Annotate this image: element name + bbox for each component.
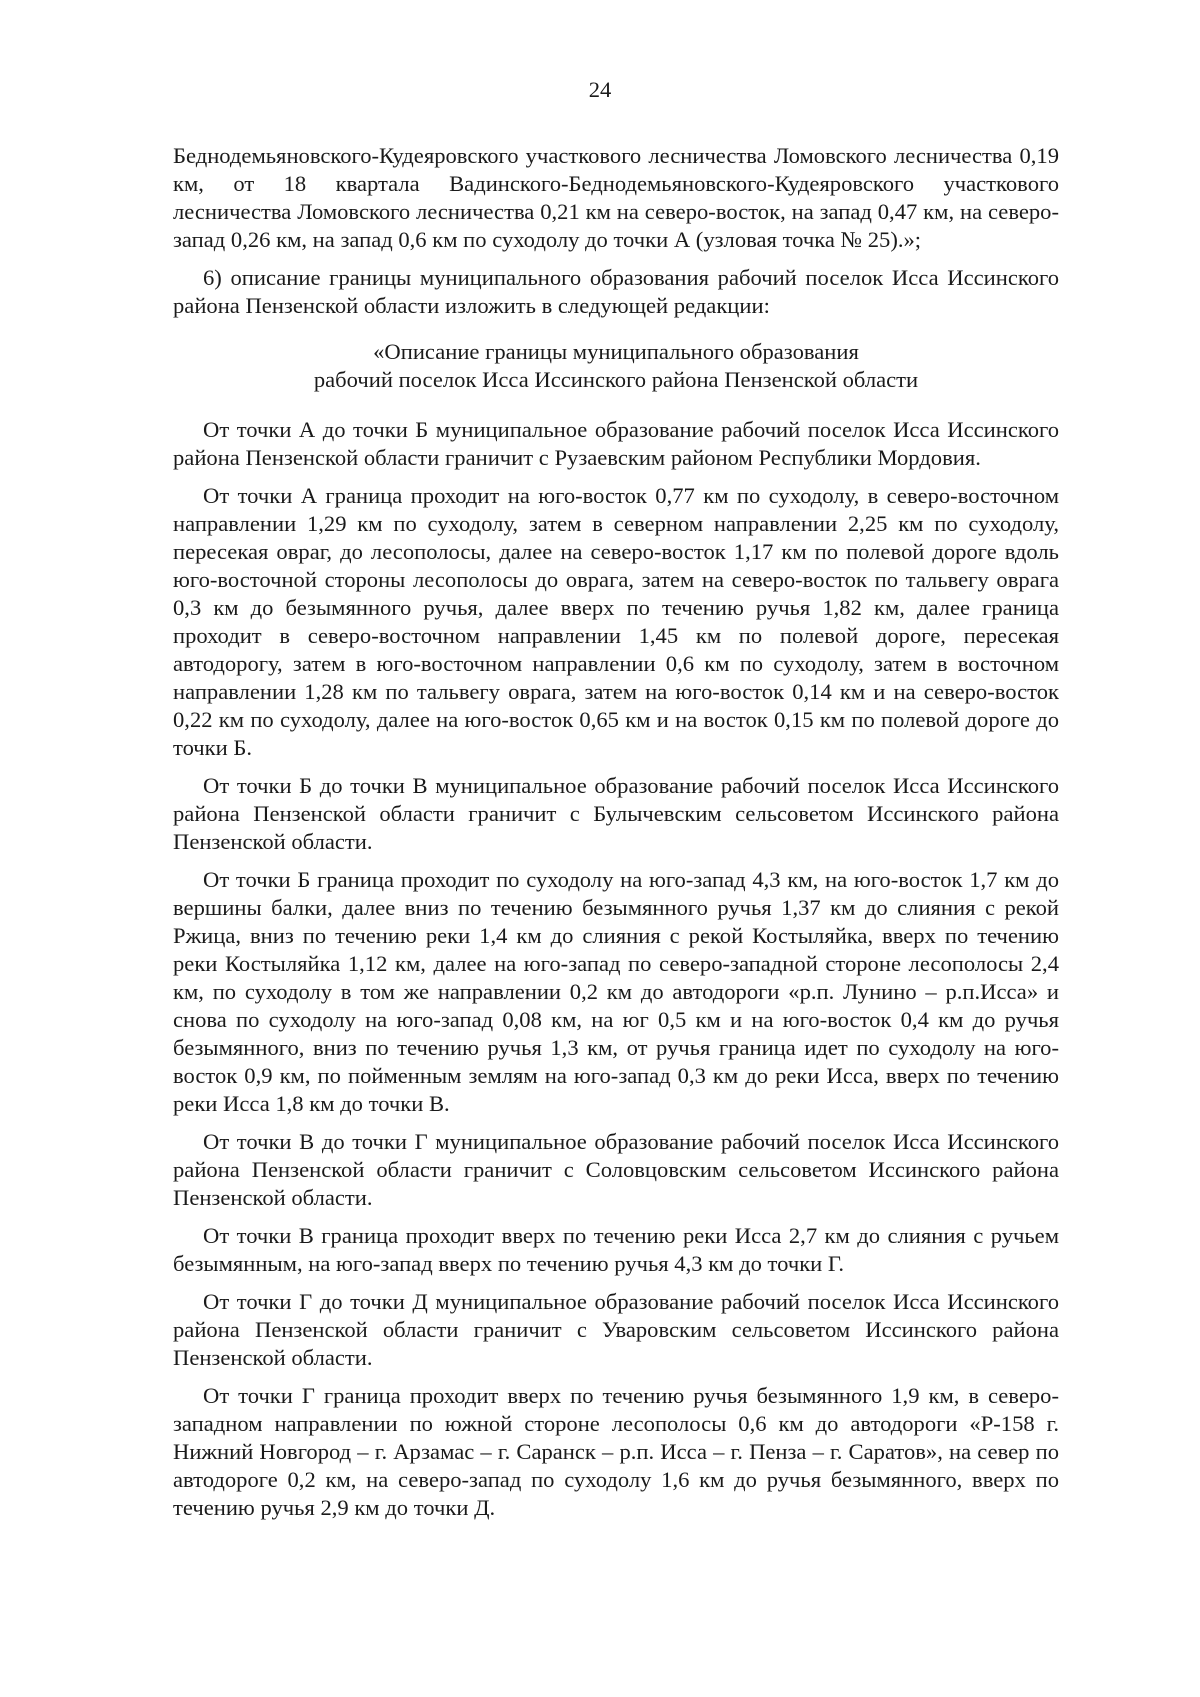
document-body <box>173 142 1059 1522</box>
paragraph: От точки А граница проходит на юго-восток 0,77 км по суходолу, в северо-восточном направлении 1,29 км по суходолу, затем в северном направлении 2,25 км по суходолу, пересекая овраг, до лесополосы, далее на северо-восток 1,17 км по полевой дороге вдоль юго-восточной стороны лесополосы до оврага, затем на северо-восток по тальвегу оврага 0,3 км до безымянного ручья, далее вверх по течению ручья 1,82 км, далее граница проходит в северо-восточном направлении 1,45 км по полевой дороге, пересекая автодорогу, затем в юго-восточном направлении 0,6 км по суходолу, затем в восточном направлении 1,28 км по тальвегу оврага, затем на юго-восток 0,14 км и на северо-восток 0,22 км по суходолу, далее на юго-восток 0,65 км и на восток 0,15 км по полевой дороге до точки Б. <box>173 483 1059 760</box>
heading-line-2: рабочий поселок Исса Иссинского района Пензенской области <box>313 367 919 392</box>
page-number: 24 <box>588 77 612 102</box>
paragraph: От точки А до точки Б муниципальное образование рабочий поселок Исса Иссинского района Пензенской области граничит с Рузаевским районом Республики Мордовия. <box>173 417 1059 470</box>
paragraph: От точки В до точки Г муниципальное образование рабочий поселок Исса Иссинского района Пензенской области граничит с Соловцовским сельсоветом Иссинского района Пензенской области. <box>173 1129 1059 1210</box>
paragraph-continuation: Беднодемьяновского-Кудеяровского участкового лесничества Ломовского лесничества 0,19 км, от 18 квартала Вадинского-Беднодемьяновского-Кудеяровского участкового лесничества Ломовского лесничества 0,21 км на северо-восток, на запад 0,47 км, на северо-запад 0,26 км, на запад 0,6 км по суходолу до точки А (узловая точка № 25).»; <box>173 143 1059 252</box>
paragraph: От точки В граница проходит вверх по течению реки Исса 2,7 км до слияния с ручьем безымянным, на юго-запад вверх по течению ручья 4,3 км до точки Г. <box>173 1223 1059 1276</box>
heading-line-1: «Описание границы муниципального образования <box>373 339 859 364</box>
paragraph: От точки Г граница проходит вверх по течению ручья безымянного 1,9 км, в северо-западном направлении по южной стороне лесополосы 0,6 км до автодороги «Р-158 г. Нижний Новгород – г. Арзамас – г. Саранск – р.п. Исса – г. Пенза – г. Саратов», на север по автодороге 0,2 км, на северо-запад по суходолу 1,6 км до ручья безымянного, вверх по течению ручья 2,9 км до точки Д. <box>173 1383 1059 1520</box>
paragraph: От точки Б граница проходит по суходолу на юго-запад 4,3 км, на юго-восток 1,7 км до вершины балки, далее вниз по течению безымянного ручья 1,37 км до слияния с рекой Ржица, вниз по течению реки 1,4 км до слияния с рекой Костыляйка, вверх по течению реки Костыляйка 1,12 км, далее на юго-запад по северо-западной стороне лесополосы 2,4 км, по суходолу в том же направлении 0,2 км до автодороги «р.п. Лунино – р.п.Исса» и снова по суходолу на юго-запад 0,08 км, на юг 0,5 км и на юго-восток 0,4 км до ручья безымянного, вниз по течению ручья 1,3 км, от ручья граница идет по суходолу на юго-восток 0,9 км, по пойменным землям на юго-запад 0,3 км до реки Исса, вверх по течению реки Исса 1,8 км до точки В. <box>173 867 1059 1116</box>
paragraph-item-6: 6) описание границы муниципального образования рабочий поселок Исса Иссинского района Пензенской области изложить в следующей редакции: <box>173 265 1059 318</box>
section-heading <box>173 338 1059 394</box>
paragraph: От точки Б до точки В муниципальное образование рабочий поселок Исса Иссинского района Пензенской области граничит с Булычевским сельсоветом Иссинского района Пензенской области. <box>173 773 1059 854</box>
paragraph: От точки Г до точки Д муниципальное образование рабочий поселок Исса Иссинского района Пензенской области граничит с Уваровским сельсоветом Иссинского района Пензенской области. <box>173 1289 1059 1370</box>
